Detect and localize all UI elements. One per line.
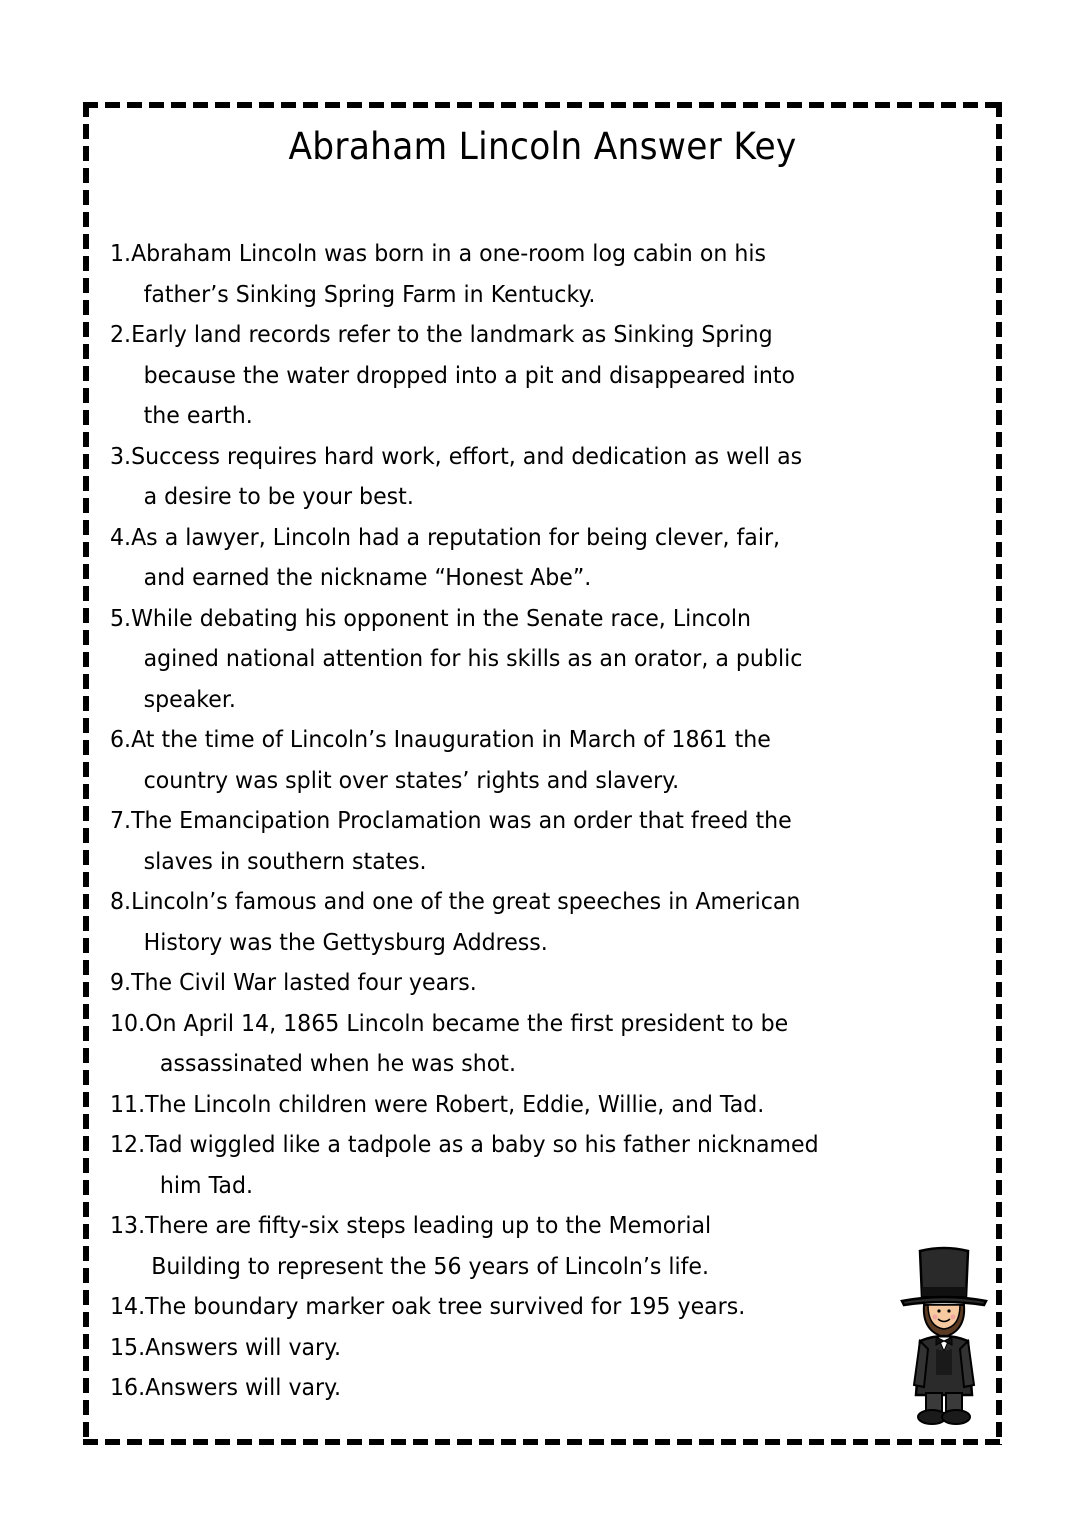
answer-item-15 xyxy=(110,1328,955,1369)
answer-line: speaker. xyxy=(143,686,236,713)
answer-number: 13. xyxy=(110,1213,146,1239)
answer-line: father’s Sinking Spring Farm in Kentucky. xyxy=(143,281,596,308)
answer-number: 3. xyxy=(110,443,132,470)
answer-item-1 xyxy=(110,234,955,315)
answer-line: and earned the nickname “Honest Abe”. xyxy=(143,565,592,591)
answer-number: 16. xyxy=(110,1375,146,1401)
answer-number: 11. xyxy=(110,1091,146,1118)
answer-line: Success requires hard work, effort, and dedication as well as xyxy=(131,443,803,470)
answer-item-13 xyxy=(110,1206,955,1287)
answer-number: 15. xyxy=(110,1334,146,1361)
answer-item-8 xyxy=(110,882,955,963)
answer-line: because the water dropped into a pit and disappeared into xyxy=(143,362,796,389)
answer-item-3 xyxy=(110,437,955,518)
answer-item-11 xyxy=(110,1085,955,1126)
answer-line: assassinated when he was shot. xyxy=(159,1051,516,1077)
answer-line: agined national attention for his skills as an orator, a public xyxy=(143,646,803,672)
page-title: Abraham Lincoln Answer Key xyxy=(288,125,797,168)
answer-line: a desire to be your best. xyxy=(143,484,414,510)
answer-number: 1. xyxy=(110,241,132,267)
border-right xyxy=(996,102,1002,1445)
answer-line: Lincoln’s famous and one of the great speeches in American xyxy=(131,889,801,915)
answer-number: 5. xyxy=(110,605,132,632)
answer-line: Early land records refer to the landmark as Sinking Spring xyxy=(131,322,773,348)
answer-item-4 xyxy=(110,518,955,599)
answer-line: At the time of Lincoln’s Inauguration in March of 1861 the xyxy=(131,727,771,753)
answer-number: 4. xyxy=(110,524,132,551)
answer-line: slaves in southern states. xyxy=(143,848,427,875)
answer-line: The Emancipation Proclamation was an order that freed the xyxy=(131,808,792,834)
answer-line: The boundary marker oak tree survived for 195 years. xyxy=(145,1294,746,1320)
answer-line: Abraham Lincoln was born in a one-room log cabin on his xyxy=(131,241,766,267)
answer-number: 6. xyxy=(110,727,132,753)
answer-line: country was split over states’ rights and slavery. xyxy=(143,767,680,794)
answer-line: Answers will vary. xyxy=(145,1334,342,1361)
answer-number: 12. xyxy=(110,1132,146,1158)
answer-line: While debating his opponent in the Senate race, Lincoln xyxy=(131,605,752,632)
answer-number: 7. xyxy=(110,808,132,834)
answer-number: 9. xyxy=(110,970,132,996)
answer-list xyxy=(110,234,990,1409)
answer-line: The Lincoln children were Robert, Eddie, Willie, and Tad. xyxy=(145,1091,765,1118)
answer-item-5 xyxy=(110,599,955,721)
border-left xyxy=(83,102,89,1445)
answer-line: As a lawyer, Lincoln had a reputation for being clever, fair, xyxy=(131,524,781,551)
answer-line: Building to represent the 56 years of Lincoln’s life. xyxy=(151,1253,710,1280)
answer-line: the earth. xyxy=(143,403,253,429)
answer-item-7 xyxy=(110,801,955,882)
answer-number: 8. xyxy=(110,889,132,915)
answer-item-16 xyxy=(110,1368,955,1409)
answer-line: On April 14, 1865 Lincoln became the first president to be xyxy=(145,1010,789,1037)
answer-item-12 xyxy=(110,1125,955,1206)
answer-item-10 xyxy=(110,1004,955,1085)
answer-line: Answers will vary. xyxy=(145,1375,342,1401)
border-bottom xyxy=(83,1439,1002,1445)
abraham-lincoln-clipart-icon xyxy=(896,1245,992,1425)
answer-line: History was the Gettysburg Address. xyxy=(143,929,548,956)
answer-item-6 xyxy=(110,720,955,801)
answer-line: him Tad. xyxy=(159,1172,253,1199)
answer-line: There are fifty-six steps leading up to the Memorial xyxy=(145,1213,712,1239)
answer-line: The Civil War lasted four years. xyxy=(131,970,477,996)
answer-item-9 xyxy=(110,963,955,1004)
answer-line: Tad wiggled like a tadpole as a baby so his father nicknamed xyxy=(145,1132,819,1158)
border-top xyxy=(83,102,1002,108)
answer-number: 14. xyxy=(110,1294,146,1320)
answer-number: 2. xyxy=(110,322,132,348)
answer-number: 10. xyxy=(110,1010,146,1037)
answer-item-14 xyxy=(110,1287,955,1328)
answer-item-2 xyxy=(110,315,955,437)
